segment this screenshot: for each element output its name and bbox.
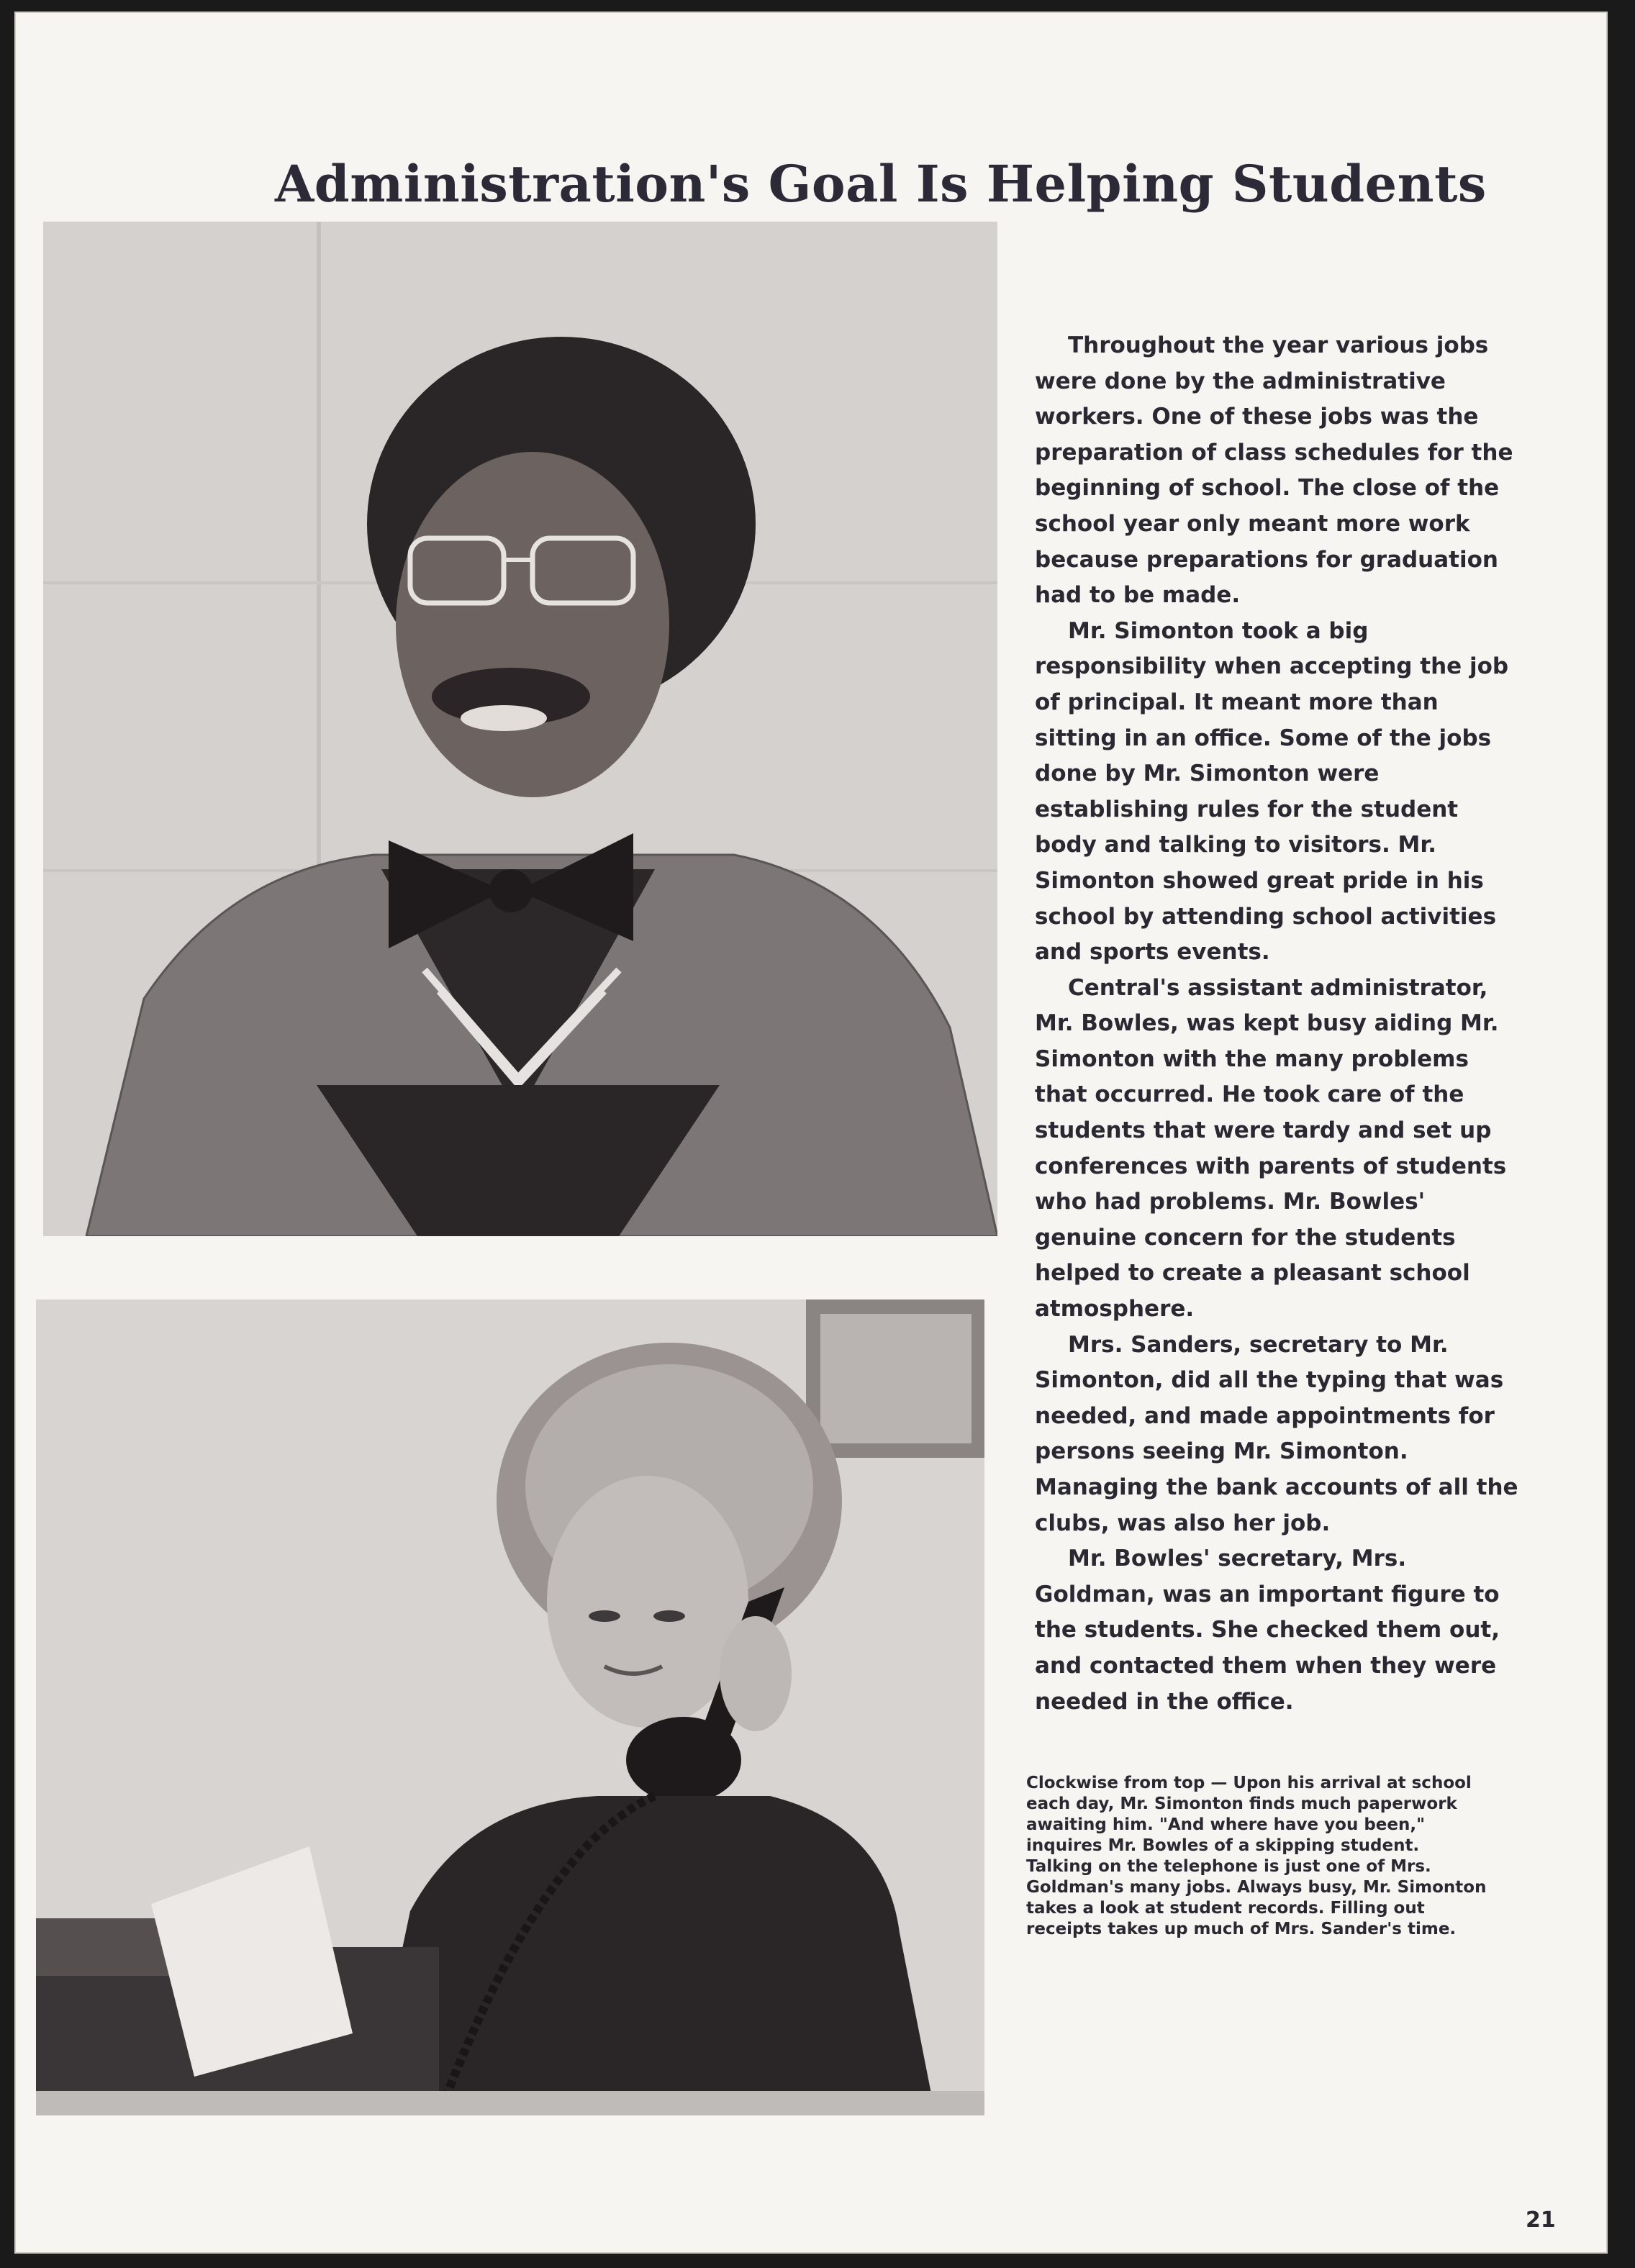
paragraph: Throughout the year various jobs were done by the administrative workers. One of these jobs was the preparation of class schedules for the beginning of school. The close of the school year only meant more work because preparations for graduation had to be made. (1035, 332, 1513, 609)
page-title: Administration's Goal Is Helping Students (275, 154, 1487, 214)
principal-photo (43, 222, 997, 1236)
paragraph: Mrs. Sanders, secretary to Mr. Simonton, did all the typing that was needed, and made appointments for persons seeing Mr. Simonton. Managing the bank accounts of all the clubs, was also her job. (1035, 1331, 1518, 1536)
paragraph: Mr. Simonton took a big responsibility when accepting the job of principal. It meant more than sitting in an office. Some of the jobs done by Mr. Simonton were establishing rules for the student body and talking to visitors. Mr. Simonton showed great pride in his school by attending school activities and sports events. (1035, 617, 1509, 966)
yearbook-page (14, 12, 1608, 2254)
paragraph: Mr. Bowles' secretary, Mrs. Goldman, was an important figure to the students. She checked them out, and contacted them when they were needed in the office. (1035, 1546, 1500, 1715)
page-number: 21 (1526, 2208, 1556, 2233)
portrait-photo-icon (36, 1299, 984, 2115)
paragraph: Central's assistant administrator, Mr. Bowles, was kept busy aiding Mr. Simonton with the many problems that occurred. He took care of the students that were tardy and set up conferences with parents of students who had problems. Mr. Bowles' genuine concern for the students helped to create a pleasant school atmosphere. (1035, 974, 1507, 1323)
portrait-photo-icon (43, 222, 997, 1236)
secretary-photo (36, 1299, 984, 2115)
photo-caption: Clockwise from top — Upon his arrival at school each day, Mr. Simonton finds much paperwork awaiting him. "And where have you been," inquires Mr. Bowles of a skipping student. Talking on the telephone is just one of Mrs. Goldman's many jobs. Always busy, Mr. Simonton takes a look at student records. Filling out receipts takes up much of Mrs. Sander's time. (1026, 1774, 1487, 1938)
article-body (1035, 328, 1524, 1720)
